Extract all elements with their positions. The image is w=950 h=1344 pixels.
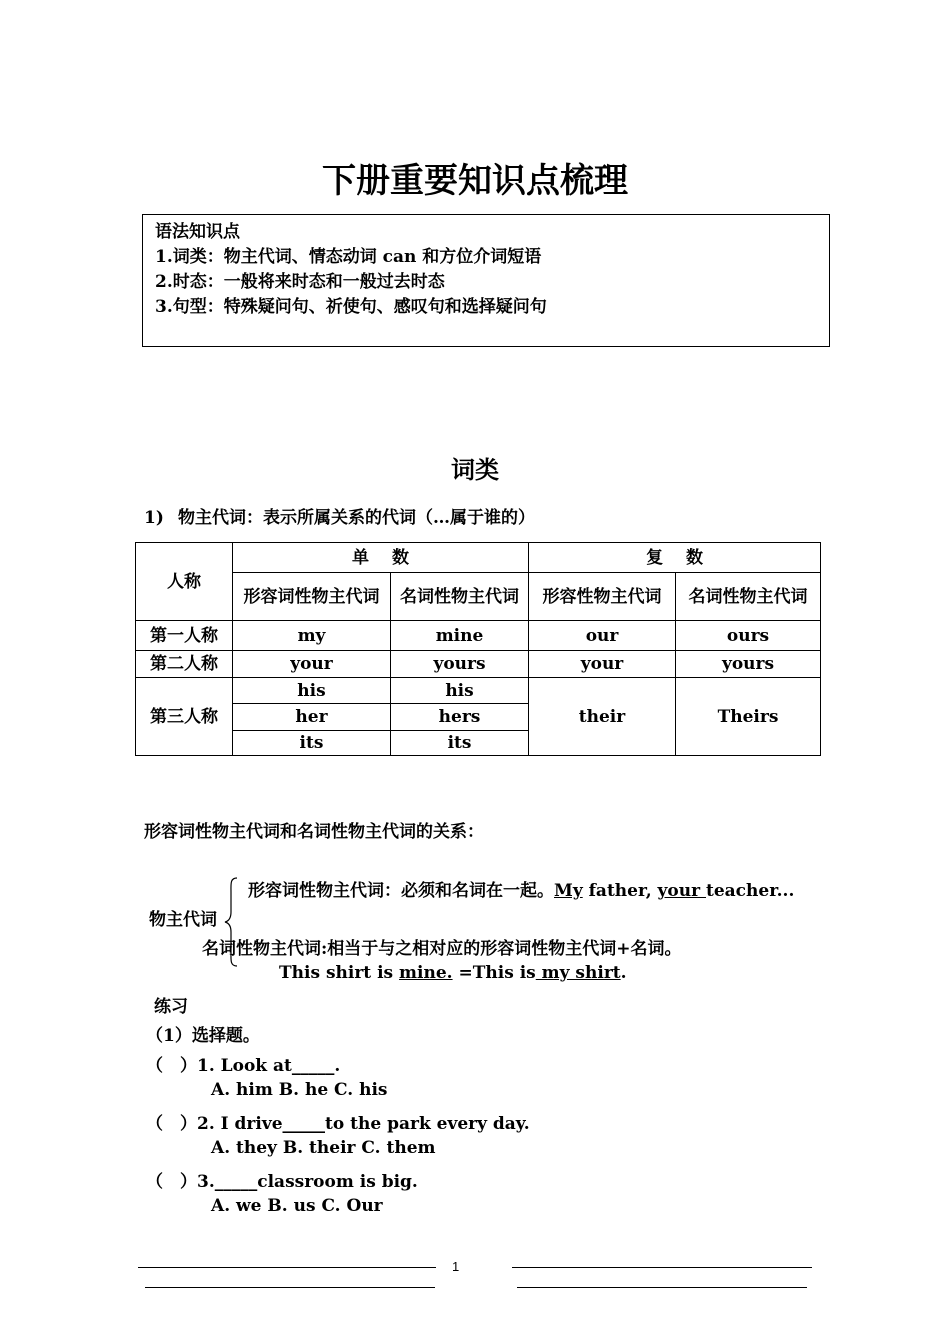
table-cell: its — [391, 731, 529, 756]
header-adj: 形容词性物主代词 — [233, 573, 391, 621]
subsection-number: 1) — [144, 508, 164, 528]
example-word: your — [657, 881, 706, 901]
grammar-box — [142, 214, 830, 347]
header-plural: 复 数 — [529, 543, 821, 573]
table-cell: his — [233, 678, 391, 704]
table-cell: ours — [676, 621, 821, 651]
question: （ ）1. Look at_____. — [146, 1056, 341, 1076]
table-row — [136, 621, 821, 651]
question: （ ）2. I drive_____to the park every day. — [146, 1114, 530, 1134]
example-text: teacher... — [706, 881, 795, 901]
example-text: . — [620, 963, 627, 983]
question: （ ）3._____classroom is big. — [146, 1172, 418, 1192]
header-singular: 单 数 — [233, 543, 529, 573]
question-options: A. we B. us C. Our — [211, 1196, 383, 1216]
table-cell: mine — [391, 621, 529, 651]
table-cell: their — [529, 678, 676, 756]
table-cell: my — [233, 621, 391, 651]
footer-rule — [138, 1267, 436, 1268]
header-person: 人称 — [136, 543, 233, 621]
example-text: =This is — [452, 963, 536, 983]
example-word: My — [554, 881, 583, 901]
grammar-item: 2.时态：一般将来时态和一般过去时态 — [155, 272, 445, 292]
table-cell: yours — [391, 651, 529, 678]
footer-rule — [145, 1287, 435, 1288]
subsection-heading — [144, 503, 535, 528]
subsection-text: 物主代词：表示所属关系的代词（…属于谁的） — [178, 508, 535, 528]
row-label: 第二人称 — [136, 651, 233, 678]
relation-heading: 形容词性物主代词和名词性物主代词的关系： — [144, 822, 484, 842]
table-cell: its — [233, 731, 391, 756]
grammar-heading: 语法知识点 — [155, 222, 240, 242]
page-number: 1 — [452, 1259, 460, 1274]
table-cell: your — [233, 651, 391, 678]
question-options: A. him B. he C. his — [211, 1080, 388, 1100]
practice-heading: 练习 — [154, 997, 188, 1017]
table-cell: yours — [676, 651, 821, 678]
example-text: This shirt is — [279, 963, 400, 983]
question-options: A. they B. their C. them — [211, 1138, 436, 1158]
header-adj-plural: 形容性物主代词 — [529, 573, 676, 621]
example-word: my shirt — [535, 963, 621, 983]
footer-rule — [512, 1267, 812, 1268]
header-noun: 名词性物主代词 — [391, 573, 529, 621]
header-noun-plural: 名词性物主代词 — [676, 573, 821, 621]
section-title: 词类 — [451, 455, 499, 484]
row-label: 第三人称 — [136, 678, 233, 756]
table-cell: our — [529, 621, 676, 651]
grammar-item: 3.句型：特殊疑问句、祈使句、感叹句和选择疑问句 — [155, 297, 547, 317]
table-cell: Theirs — [676, 678, 821, 756]
table-row — [136, 651, 821, 678]
table-cell: hers — [391, 704, 529, 731]
table-cell: her — [233, 704, 391, 731]
grammar-item: 1.词类：物主代词、情态动词 can 和方位介词短语 — [155, 247, 542, 267]
page-title: 下册重要知识点梳理 — [322, 161, 628, 201]
noun-rule: 名词性物主代词:相当于与之相对应的形容词性物主代词+名词。 — [202, 939, 682, 959]
pronoun-label: 物主代词 — [149, 910, 217, 930]
table-cell: his — [391, 678, 529, 704]
example-word: mine. — [399, 963, 453, 983]
table-cell: your — [529, 651, 676, 678]
example-text: father, — [582, 881, 658, 901]
footer-rule — [517, 1287, 807, 1288]
pronoun-table — [135, 542, 821, 756]
table-row — [136, 678, 821, 704]
practice-subheading: （1）选择题。 — [146, 1026, 260, 1046]
adj-rule-line — [248, 876, 794, 901]
adj-rule: 形容词性物主代词：必须和名词在一起。 — [248, 881, 554, 901]
row-label: 第一人称 — [136, 621, 233, 651]
example-sentence — [279, 963, 627, 983]
